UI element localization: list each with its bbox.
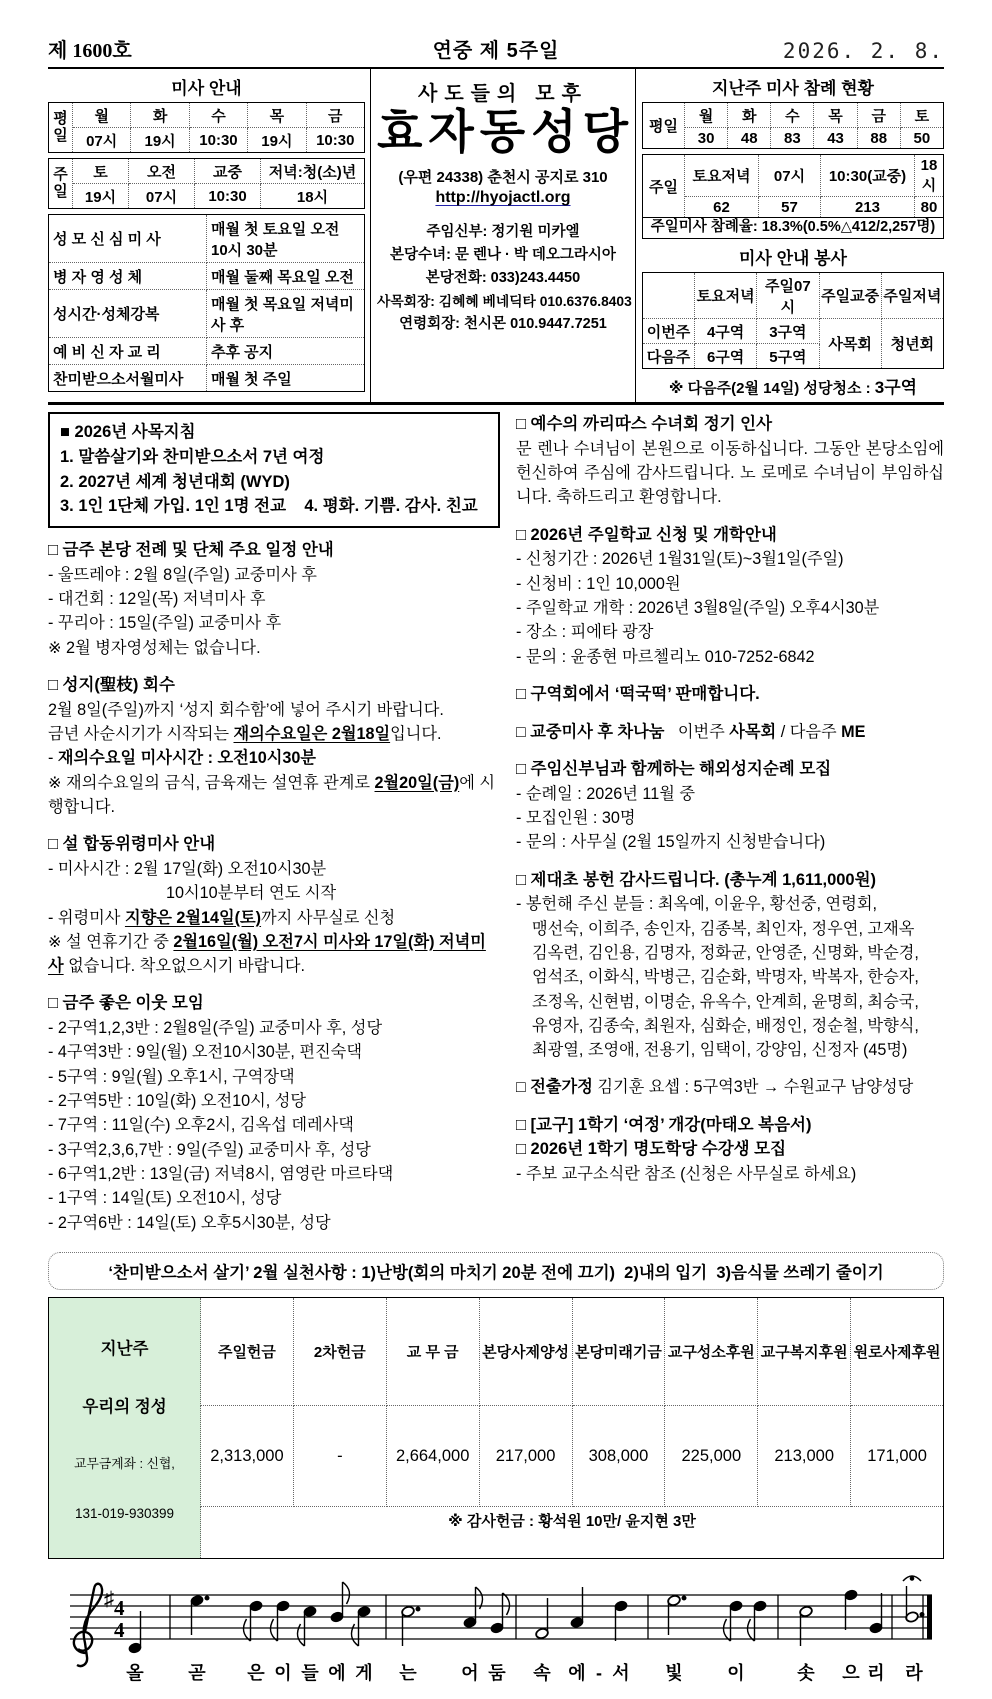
section-pilgrimage	[516, 757, 944, 855]
emphasized-text: ME	[841, 722, 866, 741]
text-line	[516, 720, 944, 744]
count: 57	[759, 197, 821, 218]
left-column	[48, 412, 500, 1248]
list-item: - 주일학교 개학 : 2026년 3월8일(주일) 오후4시30분	[516, 598, 880, 617]
attendance-panel	[636, 69, 944, 402]
row-value: 매월 첫 토요일 오전 10시 30분	[207, 215, 365, 263]
notes	[128, 1576, 924, 1654]
col-header: 교중	[195, 159, 261, 184]
section-title: □ 제대초 봉헌 감사드립니다. (총누계 1,611,000원)	[516, 870, 877, 889]
col-header: 오전	[129, 159, 195, 184]
text-line	[48, 906, 500, 930]
pastoral-title: ■ 2026년 사목지침	[60, 423, 196, 441]
time-signature-top: 4	[114, 1595, 125, 1620]
list-item: - 2구역1,2,3반 : 2월8일(주일) 교중미사 후, 성당	[48, 1019, 383, 1038]
service-cell: 5구역	[757, 344, 819, 369]
row-label: 성 모 신 심 미 사	[49, 215, 207, 263]
list-item: - 순례일 : 2026년 11월 중	[516, 784, 696, 803]
col-header: 10:30(교중)	[821, 155, 915, 197]
row-value: 매월 둘째 목요일 오전	[207, 263, 365, 290]
mass-schedule-title: 미사 안내	[171, 79, 242, 98]
sunday-label: 주일	[643, 155, 685, 218]
section-rice-cake-sale	[516, 682, 944, 707]
section-weekly-schedule	[48, 538, 500, 660]
list-item: - 6구역1,2반 : 13일(금) 저녁8시, 염영란 마르타댁	[48, 1164, 394, 1183]
weekday-label: 평일	[643, 103, 685, 149]
pastoral-line: 1. 말씀살기와 찬미받으소서 7년 여정	[60, 447, 325, 466]
count: 48	[728, 128, 771, 149]
day-header: 목	[248, 103, 306, 128]
count: 30	[685, 128, 728, 149]
offering-col: 2차헌금	[293, 1297, 386, 1405]
section-title: □ 구역회에서 ‘떡국떡’ 판매합니다.	[516, 684, 760, 703]
count: 43	[814, 128, 857, 149]
row-label: 찬미받으소서월미사	[49, 365, 207, 392]
text-segment: □	[516, 722, 531, 741]
council-line: 사목회장: 김혜혜 베네딕타 010.6376.8403	[377, 293, 632, 309]
offering-value: 2,664,000	[386, 1406, 479, 1507]
col-header: 주일저녁	[881, 273, 943, 319]
lyric-syllable: 은	[247, 1662, 265, 1683]
time-signature-bottom: 4	[114, 1617, 125, 1642]
sisters-line: 본당수녀: 문 렌나 · 박 데오그라시아	[390, 247, 616, 264]
section-altar-candles	[516, 868, 944, 1063]
masthead	[48, 69, 944, 405]
text-segment: ※ 재의수요일의 금식, 금육재는 설연휴 관계로	[48, 773, 375, 792]
list-item: - 4구역3반 : 9일(월) 오전10시30분, 편진숙댁	[48, 1043, 362, 1062]
text-line	[48, 930, 500, 979]
offering-col: 교구성소후원	[665, 1297, 758, 1405]
emphasized-text: 사목회	[729, 722, 777, 741]
service-cell: 청년회	[881, 319, 943, 369]
donor-names: 김옥련, 김인용, 김명자, 정화균, 안영준, 신명화, 박순경,	[532, 943, 919, 962]
weekday-label: 평일	[49, 103, 73, 153]
mass-time: 18시	[261, 184, 365, 209]
lyric-syllable: -	[596, 1662, 602, 1683]
emphasized-text: 재의수요일 미사시간 : 오전10시30분	[57, 749, 317, 768]
col-header: 토	[73, 159, 129, 184]
side-line: 지난주	[100, 1339, 149, 1358]
emphasized-text: 2월20일(금)	[374, 773, 460, 792]
list-item: - 문의 : 사무실 (2월 15일까지 신청받습니다)	[516, 833, 826, 852]
text-segment: 이번주	[664, 722, 730, 741]
pastoral-guideline-box	[48, 412, 500, 528]
col-header: 주일교중	[819, 273, 881, 319]
service-cell: 3구역	[757, 319, 819, 344]
mass-time: 10:30	[189, 128, 247, 153]
offering-value: 308,000	[572, 1406, 665, 1507]
list-item: ※ 2월 병자영성체는 없습니다.	[48, 638, 261, 657]
church-subtitle: 사도들의 모후	[418, 83, 588, 105]
offering-value: 225,000	[665, 1406, 758, 1507]
section-diocese-news	[516, 1113, 944, 1187]
list-item: - 신청비 : 1인 10,000원	[516, 574, 681, 593]
day-header: 수	[189, 103, 247, 128]
church-contacts	[377, 221, 632, 336]
text-segment: - 위령미사	[48, 908, 125, 927]
top-header	[48, 34, 944, 69]
list-item: - 2구역5반 : 10일(화) 오전10시, 성당	[48, 1092, 307, 1111]
text-line	[516, 1075, 944, 1099]
lyric-syllable: 게	[355, 1662, 373, 1683]
mass-schedule-panel	[48, 69, 370, 402]
offering-value: -	[293, 1406, 386, 1507]
emphasized-text: 지향은 2월14일(토)	[124, 908, 262, 927]
church-identity	[370, 69, 636, 402]
service-cell: 6구역	[695, 344, 757, 369]
offering-col: 본당사제양성	[479, 1297, 572, 1405]
pastoral-line: 2. 2027년 세계 청년대회 (WYD)	[60, 472, 290, 491]
offering-col: 원로사제후원	[851, 1297, 944, 1405]
row-value: 매월 첫 목요일 저녁미사 후	[207, 290, 365, 338]
col-header: 07시	[759, 155, 821, 197]
lyric-syllable: 어	[461, 1662, 479, 1683]
text-segment: ※ 설 연휴기간 중	[48, 932, 174, 951]
lyric-syllable: 에	[568, 1662, 586, 1683]
lyric-syllable: 이	[727, 1662, 745, 1683]
body-columns	[48, 412, 949, 1248]
section-moveout-family	[516, 1075, 944, 1099]
donor-names: 최광열, 조영애, 전용기, 임택이, 강양임, 신정자 (45명)	[532, 1041, 908, 1060]
attendance-weekday-table	[642, 102, 944, 149]
final-barline	[927, 1595, 932, 1639]
donor-names: 조정옥, 신현범, 이명순, 유옥수, 안계희, 윤명희, 최승국,	[532, 992, 919, 1011]
day-header: 수	[771, 103, 814, 128]
list-item: - 문의 : 윤종현 마르첼리노 010-7252-6842	[516, 647, 815, 666]
lyric-syllable: 리	[867, 1662, 885, 1683]
offering-value: 171,000	[851, 1406, 944, 1507]
section-sisters-greeting	[516, 412, 949, 510]
liturgical-title: 연중 제 5주일	[432, 40, 560, 62]
emphasized-text: 전출가정	[530, 1078, 593, 1097]
row-label: 다음주	[643, 344, 695, 369]
text-segment: 에 시행합니다.	[48, 773, 495, 816]
special-mass-table	[48, 214, 365, 392]
section-title: □ 주임신부님과 함께하는 해외성지순례 모집	[516, 759, 832, 778]
sharp-sign: ♯	[104, 1587, 114, 1610]
col-header: 저녁:청(소)년	[261, 159, 365, 184]
list-item: - 모집인원 : 30명	[516, 808, 636, 827]
cleaning-note-zone: 3구역	[874, 378, 918, 397]
list-item: - 7구역 : 11일(수) 오후2시, 김옥섭 데레사댁	[48, 1116, 354, 1135]
lyric-syllable: 서	[612, 1662, 630, 1683]
section-palm-retrieval	[48, 673, 500, 819]
section-title: □ 설 합동위령미사 안내	[48, 835, 216, 854]
cleaning-note-text: ※ 다음주(2월 14일) 성당청소 :	[668, 380, 875, 397]
section-title: □ 예수의 까리따스 수녀회 정기 인사	[516, 415, 773, 433]
section-lunar-memorial-mass	[48, 832, 500, 978]
emphasized-text: 재의수요일은 2월18일	[233, 724, 391, 743]
church-name: 효자동성당	[377, 107, 635, 159]
pastoral-line: 3. 1인 1단체 가입. 1인 1명 전교 4. 평화. 기쁨. 감사. 친교	[60, 497, 478, 516]
pastor-line: 주임신부: 정기원 미카엘	[426, 224, 580, 241]
list-item: - 신청기간 : 2026년 1월31일(토)~3월1일(주일)	[516, 550, 844, 569]
weekday-mass-table	[48, 102, 365, 153]
hymn-lyrics	[126, 1662, 923, 1683]
lyric-syllable: 솟	[797, 1662, 815, 1683]
lyric-syllable: 올	[126, 1662, 144, 1683]
col-header: 주일07시	[757, 273, 819, 319]
mass-time: 19시	[73, 184, 129, 209]
mass-time: 07시	[129, 184, 195, 209]
music-staff	[48, 1573, 944, 1699]
text-line	[48, 722, 500, 746]
section-title: □ 금주 본당 전례 및 단체 주요 일정 안내	[48, 541, 334, 559]
offering-col: 본당미래기금	[572, 1297, 665, 1405]
section-title: □ 성지(聖枝) 회수	[48, 675, 175, 694]
col-header: 18시	[915, 155, 944, 197]
treble-clef-icon	[74, 1584, 102, 1666]
right-column	[516, 412, 949, 1248]
attendance-title: 지난주 미사 참례 현황	[712, 79, 874, 98]
col-header: 토요저녁	[685, 155, 759, 197]
count: 88	[857, 128, 900, 149]
day-header: 화	[131, 103, 189, 128]
text-segment: 없습니다. 착오없으시기 바랍니다.	[63, 957, 306, 976]
section-title: □ 2026년 주일학교 신청 및 개학안내	[516, 525, 777, 544]
emphasized-text: 교중미사 후 차나눔	[530, 722, 665, 741]
lyric-syllable: 곧	[188, 1662, 206, 1683]
section-sunday-school	[516, 523, 944, 669]
list-item: - 울뜨레야 : 2월 8일(주일) 교중미사 후	[48, 565, 317, 584]
col-header: 토요저녁	[695, 273, 757, 319]
purgatory-line: 연령회장: 천시몬 010.9447.7251	[399, 315, 607, 332]
text-segment: 김기훈 요셉 : 5구역3반 → 수원교구 남양성당	[592, 1078, 914, 1097]
mass-time: 19시	[131, 128, 189, 153]
row-value: 추후 공지	[207, 338, 365, 365]
offering-value: 213,000	[758, 1406, 851, 1507]
mass-time: 10:30	[195, 184, 261, 209]
diocese-line: □ [교구] 1학기 ‘여정’ 개강(마태오 복음서)	[516, 1115, 812, 1134]
mass-time: 10:30	[306, 128, 364, 153]
text-segment: 금년 사순시기가 시작되는	[48, 724, 234, 743]
day-header: 금	[306, 103, 364, 128]
issue-number: 제 1600호	[48, 40, 132, 62]
sunday-mass-table	[48, 158, 365, 209]
lyric-syllable: 빛	[665, 1662, 683, 1683]
row-value: 매월 첫 주일	[207, 365, 365, 392]
day-header: 월	[685, 103, 728, 128]
section-good-neighbor-meetings	[48, 991, 500, 1234]
list-item: - 대건회 : 12일(목) 저녁미사 후	[48, 590, 266, 609]
lyric-syllable: 는	[399, 1662, 417, 1683]
row-label: 병 자 영 성 체	[49, 263, 207, 290]
lyric-syllable: 들	[301, 1662, 319, 1683]
day-header: 화	[728, 103, 771, 128]
service-table	[642, 272, 944, 369]
sunday-label: 주일	[49, 159, 73, 209]
day-header: 목	[814, 103, 857, 128]
day-header: 월	[73, 103, 131, 128]
attendance-sunday-table	[642, 154, 944, 218]
count: 213	[821, 197, 915, 218]
list-item: - 3구역2,3,6,7반 : 9일(주일) 교중미사 후, 성당	[48, 1140, 371, 1159]
lyric-syllable: 둠	[488, 1662, 506, 1683]
paragraph: 문 렌나 수녀님이 본원으로 이동하십니다. 그동안 본당소임에 헌신하여 주심에 감사드립니다. 노 로메로 수녀님이 부임하십니다. 축하드리고 환영합니다.	[516, 439, 949, 507]
row-label: 성시간·성체강복	[49, 290, 207, 338]
count: 83	[771, 128, 814, 149]
lyric-syllable: 라	[905, 1662, 923, 1683]
corner-cell	[643, 273, 695, 319]
attendance-rate: 주일미사 참례율: 18.3%(0.5%△412/2,257명)	[642, 213, 944, 239]
offering-value: 2,313,000	[201, 1406, 294, 1507]
list-item: - 1구역 : 14일(토) 오전10시, 성당	[48, 1189, 282, 1208]
thanks-offering-note: ※ 감사헌금 : 황석원 10만/ 윤지현 3만	[201, 1506, 944, 1558]
offering-col: 주일헌금	[201, 1297, 294, 1405]
donor-names: 맹선숙, 이희주, 송인자, 김종복, 최인자, 정우연, 고재옥	[532, 919, 915, 938]
count: 80	[915, 197, 944, 218]
lyric-syllable: 속	[533, 1662, 551, 1683]
list-item: - 꾸리아 : 15일(주일) 교중미사 후	[48, 614, 282, 633]
hymn-notation	[48, 1573, 944, 1699]
count: 50	[900, 128, 943, 149]
cleaning-note	[642, 371, 944, 398]
monthly-practice-banner: ‘찬미받으소서 살기’ 2월 실천사항 : 1)난방(회의 마치기 20분 전에 끄기) 2)내의 입기 3)음식물 쓰레기 줄이기	[48, 1252, 944, 1290]
lyric-syllable: 에	[328, 1662, 346, 1683]
count: 62	[685, 197, 759, 218]
side-line: 우리의 정성	[82, 1397, 167, 1416]
service-cell: 4구역	[695, 319, 757, 344]
side-line: 교무금계좌 : 신협,	[74, 1455, 175, 1471]
church-website-link[interactable]: http://hyojactl.org	[435, 189, 571, 207]
side-line: 131-019-930399	[74, 1505, 175, 1521]
offering-col: 교 무 금	[386, 1297, 479, 1405]
offering-side-label	[49, 1297, 201, 1558]
text-line	[48, 771, 500, 820]
mass-time: 19시	[248, 128, 306, 153]
church-address: (우편 24338) 춘천시 공지로 310	[398, 169, 608, 187]
diocese-line: - 주보 교구소식란 참조 (신청은 사무실로 하세요)	[516, 1165, 857, 1184]
text-segment: 입니다.	[390, 724, 442, 743]
section-tea-sharing	[516, 720, 944, 744]
text-line: 2월 8일(주일)까지 ‘성지 회수함’에 넣어 주시기 바랍니다.	[48, 700, 444, 719]
text-segment: 까지 사무실로 신청	[261, 908, 396, 927]
day-header: 토	[900, 103, 943, 128]
donor-names: 유영자, 김종숙, 최원자, 심화순, 배정인, 정순철, 박향식,	[532, 1016, 919, 1035]
diocese-line: □ 2026년 1학기 명도학당 수강생 모집	[516, 1140, 787, 1159]
text-line: - 미사시간 : 2월 17일(화) 오전10시30분	[48, 859, 327, 878]
offering-value: 217,000	[479, 1406, 572, 1507]
list-item: - 2구역6반 : 14일(토) 오후5시30분, 성당	[48, 1213, 331, 1232]
text-segment: / 다음주	[776, 722, 842, 741]
offering-col: 교구복지후원	[758, 1297, 851, 1405]
service-title: 미사 안내 봉사	[739, 249, 847, 268]
phone-line: 본당전화: 033)243.4450	[425, 270, 581, 287]
row-label: 예 비 신 자 교 리	[49, 338, 207, 365]
text-line	[48, 746, 500, 770]
service-cell: 사목회	[819, 319, 881, 369]
donor-names: 엄석조, 이화식, 박병근, 김순화, 박명자, 박복자, 한승자,	[532, 968, 919, 987]
text-line: 10시10분부터 연도 시작	[166, 884, 337, 903]
text-segment: □	[516, 1078, 531, 1097]
section-title: □ 금주 좋은 이웃 모임	[48, 994, 204, 1013]
row-label: 이번주	[643, 319, 695, 344]
lyric-syllable: 이	[274, 1662, 292, 1683]
emphasized-text: 2월16일(월) 오전7시 미사와 17일(화) 저녁미사	[48, 932, 486, 976]
lyric-syllable: 으	[842, 1662, 860, 1683]
day-header: 금	[857, 103, 900, 128]
text-segment: -	[48, 749, 58, 768]
text-line: - 봉헌해 주신 분들 : 최옥예, 이윤우, 황선중, 연령회,	[516, 895, 877, 914]
bulletin-date: 2026. 2. 8.	[782, 39, 944, 63]
list-item: - 5구역 : 9일(월) 오후1시, 구역장댁	[48, 1067, 295, 1086]
list-item: - 장소 : 피에타 광장	[516, 623, 654, 642]
offering-table	[48, 1297, 944, 1559]
mass-time: 07시	[73, 128, 131, 153]
